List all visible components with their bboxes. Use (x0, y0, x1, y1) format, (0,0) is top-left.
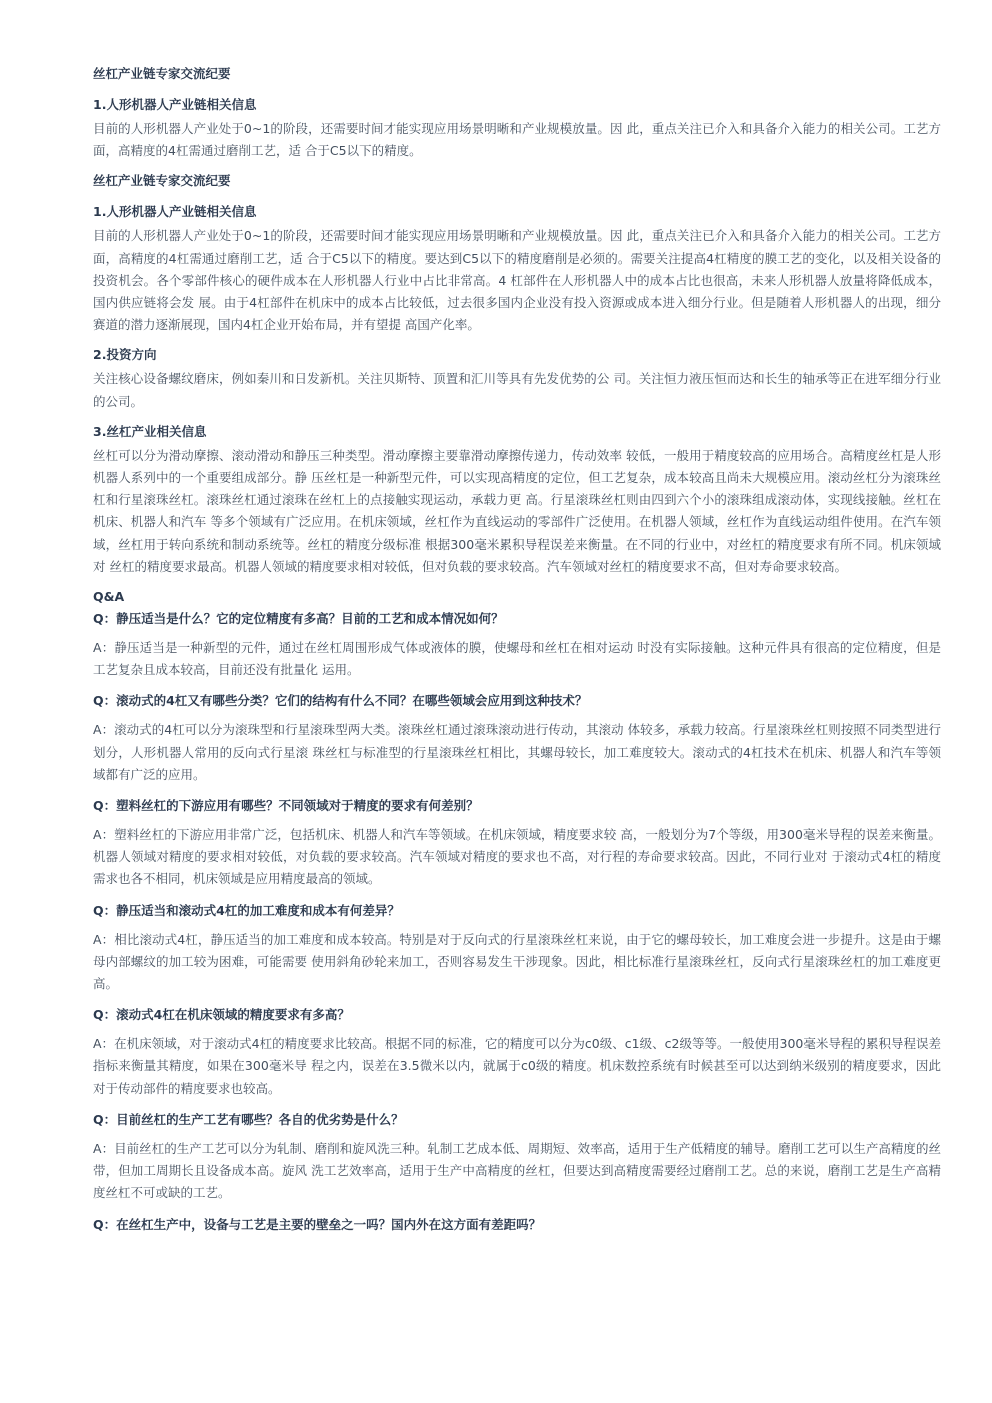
document-page (93, 64, 941, 1243)
doc-title: 丝杠产业链专家交流纪要 (93, 66, 231, 81)
section-paragraph: 目前的人形机器人产业处于0~1的阶段，还需要时间才能实现应用场景明晰和产业规模放量。因 此，重点关注已介入和具备介入能力的相关公司。工艺方面，高精度的4杠需通过磨削工艺，适 合于C5以下的精度。要达到C5以下的精度磨削是必须的。需要关注提高4杠精度的膜工艺的变化，以及相关设备的投资机会。各个零部件核心的硬件成本在人形机器人行业中占比非常高。4 杠部件在人形机器人中的成本占比也很高，未来人形机器人放量将降低成本，国内供应链将会发 展。由于4杠部件在机床中的成本占比较低，过去很多国内企业没有投入资源或成本进入细分行业。但是随着人形机器人的出现，细分赛道的潜力逐渐展现，国内4杠企业开始布局，并有望提 高国产化率。 (93, 228, 941, 333)
qa-question: Q：目前丝杠的生产工艺有哪些？各自的优劣势是什么？ (93, 1111, 404, 1127)
section-heading: 1.人形机器人产业链相关信息 (93, 97, 257, 112)
qa-question: Q：静压适当是什么？它的定位精度有多高？目前的工艺和成本情况如何？ (93, 611, 504, 627)
qa-label: Q&A (93, 589, 125, 605)
doc-title-repeat: 丝杠产业链专家交流纪要 (93, 173, 231, 189)
section-paragraph: 目前的人形机器人产业处于0~1的阶段，还需要时间才能实现应用场景明晰和产业规模放量。因 此，重点关注已介入和具备介入能力的相关公司。工艺方面，高精度的4杠需通过磨削工艺，适 合于C5以下的精度。 (93, 121, 941, 159)
section-heading: 2.投资方向 (93, 347, 157, 363)
section-paragraph: 丝杠可以分为滑动摩擦、滚动滑动和静压三种类型。滑动摩擦主要靠滑动摩擦传递力，传动效率 较低，一般用于精度较高的应用场合。高精度丝杠是人形机器人系列中的一个重要组成部分。静 压丝杠是一种新型元件，可以实现高精度的定位，但工艺复杂，成本较高且尚未大规模应用。滚动丝杠分为滚珠丝杠和行星滚珠丝杠。滚珠丝杠通过滚珠在丝杠上的点接触实现运动，承载力更 高。行星滚珠丝杠则由四到六个小的滚珠组成滚动体，实现线接触。丝杠在机床、机器人和汽车 等多个领域有广泛应用。在机床领域，丝杠作为直线运动的零部件广泛使用。在机器人领域，丝杠作为直线运动组件使用。在汽车领域，丝杠用于转向系统和制动系统等。丝杠的精度分级标准 根据300毫米累积导程误差来衡量。在不同的行业中，对丝杠的精度要求有所不同。机床领域对 丝杠的精度要求最高。机器人领域的精度要求相对较低，但对负载的要求较高。汽车领域对丝杠的精度要求不高，但对寿命要求较高。 (93, 447, 941, 574)
section-heading: 3.丝杠产业相关信息 (93, 423, 207, 439)
qa-answer: A：目前丝杠的生产工艺可以分为轧制、磨削和旋风洗三种。轧制工艺成本低、周期短、效率高，适用于生产低精度的辅导。磨削工艺可以生产高精度的丝带，但加工周期长且设备成本高。旋风 洗工艺效率高，适用于生产中高精度的丝杠，但要达到高精度需要经过磨削工艺。总的来说，磨削工艺是生产高精度丝杠不可或缺的工艺。 (93, 1140, 941, 1201)
qa-answer: A：在机床领域，对于滚动式4杠的精度要求比较高。根据不同的标准，它的精度可以分为c0级、c1级、c2级等等。一般使用300毫米导程的累积导程误差指标来衡量其精度，如果在300毫米导 程之内，误差在3.5微米以内，就属于c0级的精度。机床数控系统有时候甚至可以达到纳米级别的精度要求，因此对于传动部件的精度要求也较高。 (93, 1036, 941, 1096)
qa-answer: A：相比滚动式4杠，静压适当的加工难度和成本较高。特别是对于反向式的行星滚珠丝杠来说，由于它的螺母较长，加工难度会进一步提升。这是由于螺母内部螺纹的加工较为困难，可能需要 使用斜角砂轮来加工，否则容易发生干涉现象。因此，相比标准行星滚珠丝杠，反向式行星滚珠丝杠的加工难度更高。 (93, 931, 941, 992)
qa-question: Q：滚动式4杠在机床领域的精度要求有多高？ (93, 1007, 350, 1023)
qa-question: Q：塑料丝杠的下游应用有哪些？不同领域对于精度的要求有何差别？ (93, 798, 479, 814)
qa-answer: A：滚动式的4杠可以分为滚珠型和行星滚珠型两大类。滚珠丝杠通过滚珠滚动进行传动，其滚动 体较多，承载力较高。行星滚珠丝杠则按照不同类型进行划分，人形机器人常用的反向式行星滚 珠丝杠与标准型的行星滚珠丝杠相比，其螺母较长，加工难度较大。滚动式的4杠技术在机床、机器人和汽车等领域都有广泛的应用。 (93, 722, 941, 782)
qa-question: Q：在丝杠生产中，设备与工艺是主要的壁垒之一吗？国内外在这方面有差距吗？ (93, 1216, 542, 1232)
qa-question: Q：滚动式的4杠又有哪些分类？它们的结构有什么不同？在哪些领域会应用到这种技术？ (93, 693, 588, 709)
section-paragraph: 关注核心设备螺纹磨床，例如秦川和日发新机。关注贝斯特、顶置和汇川等具有先发优势的公 司。关注恒力液压恒而达和长生的轴承等正在进军细分行业的公司。 (93, 371, 941, 409)
qa-answer: A：静压适当是一种新型的元件，通过在丝杠周围形成气体或液体的膜，使螺母和丝杠在相对运动 时没有实际接触。这种元件具有很高的定位精度，但是工艺复杂且成本较高，目前还没有批量化 运用。 (93, 640, 941, 678)
qa-answer: A：塑料丝杠的下游应用非常广泛，包括机床、机器人和汽车等领域。在机床领域，精度要求较 高，一般划分为7个等级，用300毫米导程的误差来衡量。机器人领域对精度的要求相对较低，对负载的要求较高。汽车领域对精度的要求也不高，对行程的寿命要求较高。因此，不同行业对 于滚动式4杠的精度需求也各不相同，机床领域是应用精度最高的领域。 (93, 827, 941, 887)
qa-question: Q：静压适当和滚动式4杠的加工难度和成本有何差异？ (93, 902, 400, 918)
section-heading: 1.人形机器人产业链相关信息 (93, 204, 257, 220)
